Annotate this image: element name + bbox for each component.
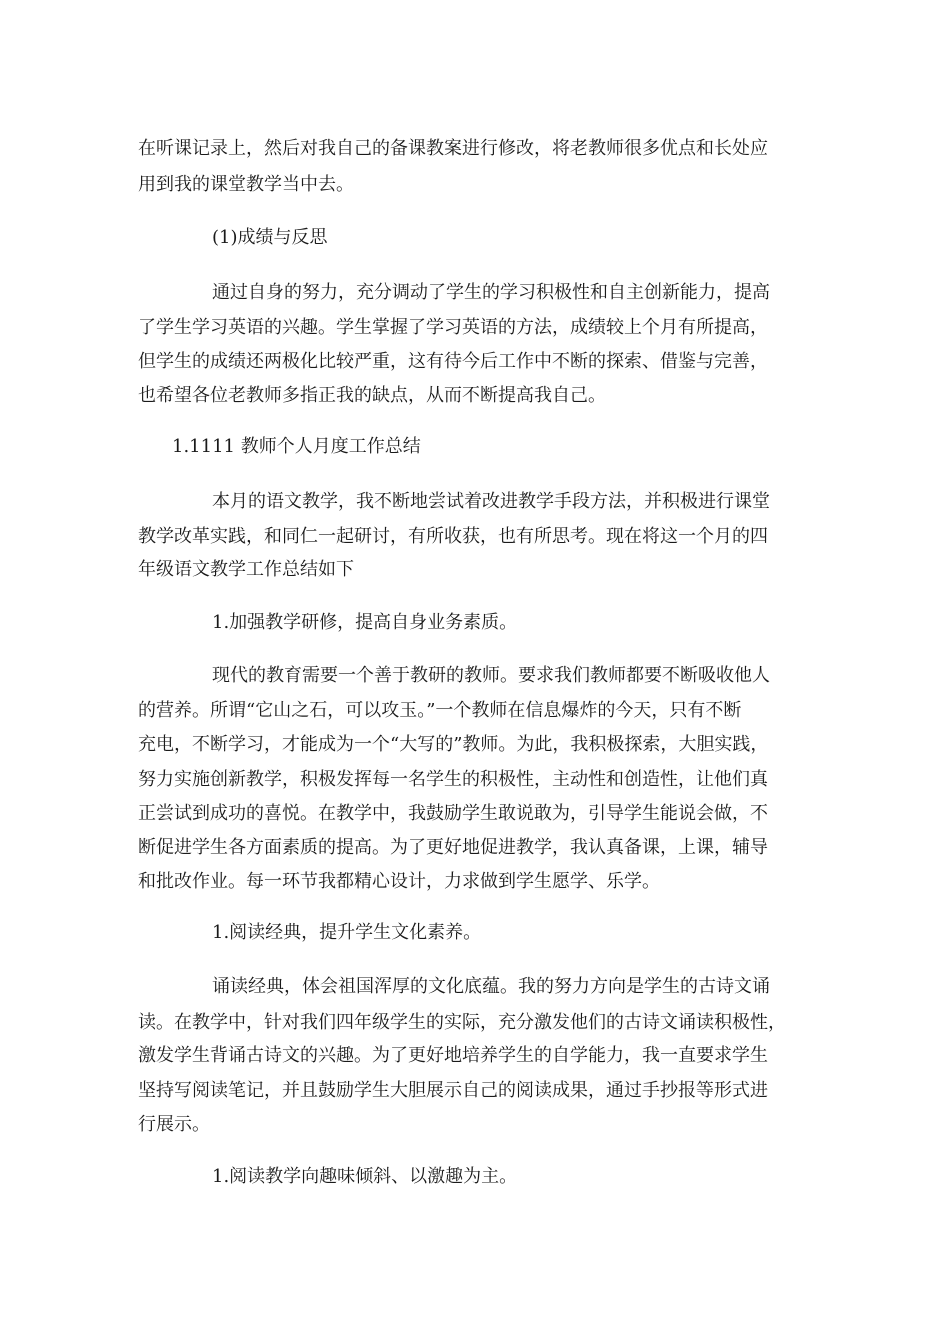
paragraph-line: 教学改革实践，和同仁一起研讨，有所收获，也有所思考。现在将这一个月的四 [138, 526, 768, 547]
paragraph-line: 现代的教育需要一个善于教研的教师。要求我们教师都要不断吸收他人 [212, 665, 770, 686]
section-heading: 1.阅读经典，提升学生文化素养。 [212, 922, 482, 943]
paragraph-line: 充电，不断学习，才能成为一个“大写的”教师。为此，我积极探索，大胆实践， [138, 734, 769, 755]
paragraph-line: 坚持写阅读笔记，并且鼓励学生大胆展示自己的阅读成果，通过手抄报等形式进 [138, 1080, 768, 1101]
paragraph-line: 但学生的成绩还两极化比较严重，这有待今后工作中不断的探索、借鉴与完善， [138, 351, 768, 372]
paragraph-line: 本月的语文教学，我不断地尝试着改进教学手段方法，并积极进行课堂 [212, 491, 770, 512]
paragraph-line: 用到我的课堂教学当中去。 [138, 174, 354, 195]
paragraph-line: 和批改作业。每一环节我都精心设计，力求做到学生愿学、乐学。 [138, 871, 660, 892]
paragraph-line: 通过自身的努力，充分调动了学生的学习积极性和自主创新能力，提高 [212, 282, 770, 303]
section-heading: 1.阅读教学向趣味倾斜、以激趣为主。 [212, 1166, 518, 1187]
paragraph-line: 行展示。 [138, 1114, 210, 1135]
paragraph-line: 诵读经典，体会祖国浑厚的文化底蕴。我的努力方向是学生的古诗文诵 [212, 976, 770, 997]
paragraph-line: 读。在教学中，针对我们四年级学生的实际，充分激发他们的古诗文诵读积极性， [138, 1012, 786, 1033]
paragraph-line: 断促进学生各方面素质的提高。为了更好地促进教学，我认真备课，上课，辅导 [138, 837, 768, 858]
section-heading: (1)成绩与反思 [212, 227, 328, 248]
document-title: 1.1111 教师个人月度工作总结 [172, 436, 421, 457]
paragraph-line: 在听课记录上，然后对我自己的备课教案进行修改，将老教师很多优点和长处应 [138, 138, 768, 159]
paragraph-line: 的营养。所谓“它山之石，可以攻玉。”一个教师在信息爆炸的今天，只有不断 [138, 700, 742, 721]
paragraph-line: 正尝试到成功的喜悦。在教学中，我鼓励学生敢说敢为，引导学生能说会做，不 [138, 803, 768, 824]
paragraph-line: 努力实施创新教学，积极发挥每一名学生的积极性，主动性和创造性，让他们真 [138, 769, 768, 790]
paragraph-line: 激发学生背诵古诗文的兴趣。为了更好地培养学生的自学能力，我一直要求学生 [138, 1045, 768, 1066]
paragraph-line: 也希望各位老教师多指正我的缺点，从而不断提高我自己。 [138, 385, 606, 406]
section-heading: 1.加强教学研修，提高自身业务素质。 [212, 612, 518, 633]
paragraph-line: 了学生学习英语的兴趣。学生掌握了学习英语的方法，成绩较上个月有所提高， [138, 317, 768, 338]
paragraph-line: 年级语文教学工作总结如下 [138, 559, 354, 580]
